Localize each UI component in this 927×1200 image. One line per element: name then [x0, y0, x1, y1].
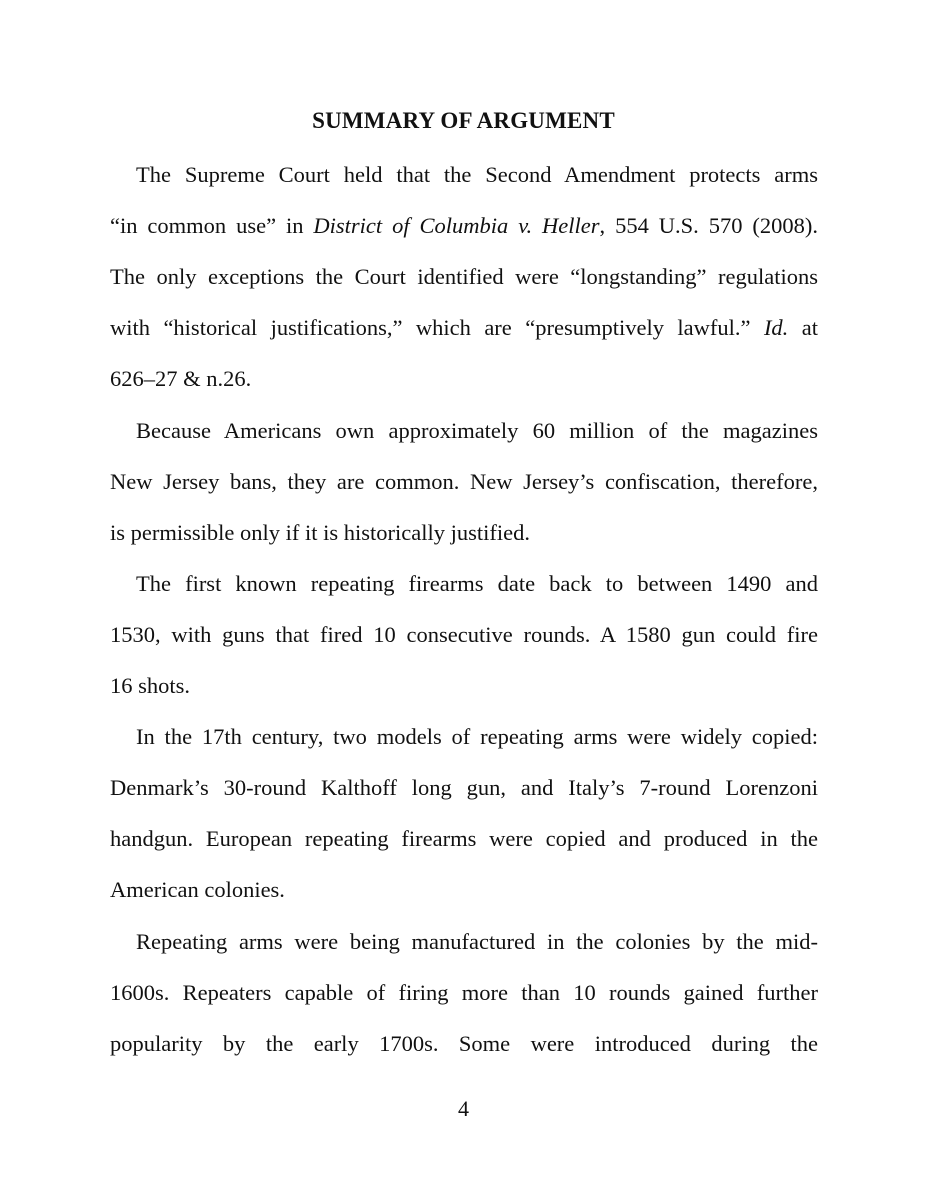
paragraph-1-line-3: The only exceptions the Court identified were “longstanding” regulations: [110, 264, 818, 289]
id-citation: Id.: [763, 315, 789, 340]
text-span: “in common use” in: [110, 213, 314, 238]
paragraph-4-line-2: Denmark’s 30-round Kalthoff long gun, and Italy’s 7-round Lorenzoni: [110, 775, 818, 800]
text-span: at: [788, 315, 818, 340]
paragraph-4-line-4: American colonies.: [110, 877, 285, 902]
paragraph-5-line-1: Repeating arms were being manufactured in the colonies by the mid-: [136, 929, 818, 954]
page-number: 4: [458, 1096, 469, 1121]
text-span: with “historical justifications,” which are “presumptively lawful.”: [110, 315, 764, 340]
paragraph-3-line-1: The first known repeating firearms date back to between 1490 and: [136, 571, 818, 596]
case-citation: District of Columbia v. Heller: [313, 213, 600, 238]
paragraph-1-line-2: [110, 211, 818, 241]
paragraph-1-line-5: 626–27 & n.26.: [110, 366, 252, 391]
paragraph-5-line-2: 1600s. Repeaters capable of firing more than 10 rounds gained further: [110, 980, 818, 1005]
paragraph-3-line-2: 1530, with guns that fired 10 consecutive rounds. A 1580 gun could fire: [110, 622, 818, 647]
paragraph-1-line-1: The Supreme Court held that the Second Amendment protects arms: [136, 162, 818, 187]
paragraph-2-line-2: New Jersey bans, they are common. New Jersey’s confiscation, therefore,: [110, 469, 818, 494]
section-heading: SUMMARY OF ARGUMENT: [312, 108, 615, 133]
paragraph-4-line-3: handgun. European repeating firearms were copied and produced in the: [110, 826, 818, 851]
paragraph-2-line-1: Because Americans own approximately 60 million of the magazines: [136, 418, 818, 443]
paragraph-5-line-3: popularity by the early 1700s. Some were introduced during the: [110, 1031, 818, 1056]
paragraph-3-line-3: 16 shots.: [110, 673, 191, 698]
paragraph-1-line-4: [110, 313, 818, 343]
paragraph-4-line-1: In the 17th century, two models of repeating arms were widely copied:: [136, 724, 818, 749]
paragraph-2-line-3: is permissible only if it is historically justified.: [110, 520, 530, 545]
text-span: , 554 U.S. 570 (2008).: [599, 213, 818, 238]
